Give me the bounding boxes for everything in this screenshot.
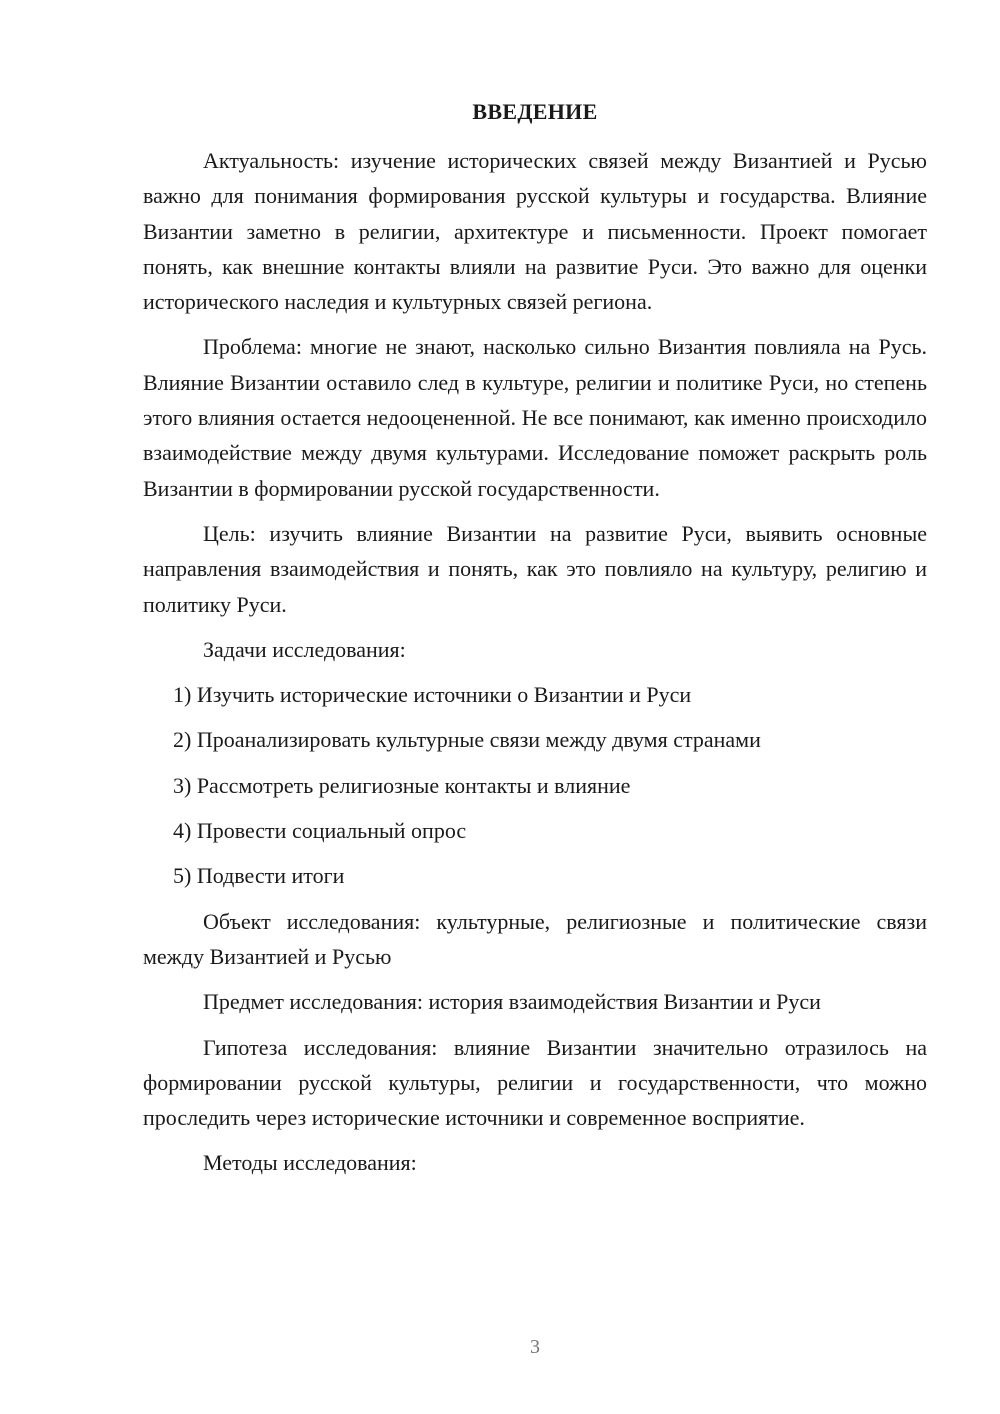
tasks-list	[143, 677, 927, 893]
document-body	[143, 143, 927, 1191]
task-item-4: 4) Провести социальный опрос	[173, 818, 467, 844]
problem-paragraph: Проблема: многие не знают, насколько сильно Византия повлияла на Русь. Влияние Византии оставило след в культуре, религии и политике Руси, но степень этого влияния остается недооцененной. Не все понимают, как именно происходило взаимодействие между двумя культурами. Исследование поможет раскрыть роль Византии в формировании русской государственности.	[143, 334, 927, 501]
methods-heading: Методы исследования:	[203, 1150, 417, 1176]
task-item-1: 1) Изучить исторические источники о Византии и Руси	[173, 682, 692, 708]
subject-paragraph: Предмет исследования: история взаимодействия Византии и Руси	[203, 989, 821, 1015]
tasks-heading: Задачи исследования:	[203, 636, 406, 662]
hypothesis-paragraph: Гипотеза исследования: влияние Византии значительно отразилось на формировании русской культуры, религии и государственности, что можно проследить через исторические источники и современное восприятие.	[143, 1034, 927, 1131]
task-item-3: 3) Рассмотреть религиозные контакты и влияние	[173, 772, 631, 798]
page-number: 3	[530, 1336, 540, 1358]
page-title: ВВЕДЕНИЕ	[472, 99, 598, 124]
relevance-paragraph: Актуальность: изучение исторических связей между Византией и Русью важно для понимания формирования русской культуры и государства. Влияние Византии заметно в религии, архитектуре и письменности. Проект помогает понять, как внешние контакты влияли на развитие Руси. Это важно для оценки исторического наследия и культурных связей региона.	[143, 148, 927, 315]
document-page	[143, 0, 927, 1414]
object-paragraph: Объект исследования: культурные, религиозные и политические связи между Византией и Русью	[143, 908, 927, 969]
task-item-2: 2) Проанализировать культурные связи между двумя странами	[173, 727, 761, 753]
task-item-5: 5) Подвести итоги	[173, 863, 345, 889]
goal-paragraph: Цель: изучить влияние Византии на развитие Руси, выявить основные направления взаимодействия и понять, как это повлияло на культуру, религию и политику Руси.	[143, 520, 927, 617]
